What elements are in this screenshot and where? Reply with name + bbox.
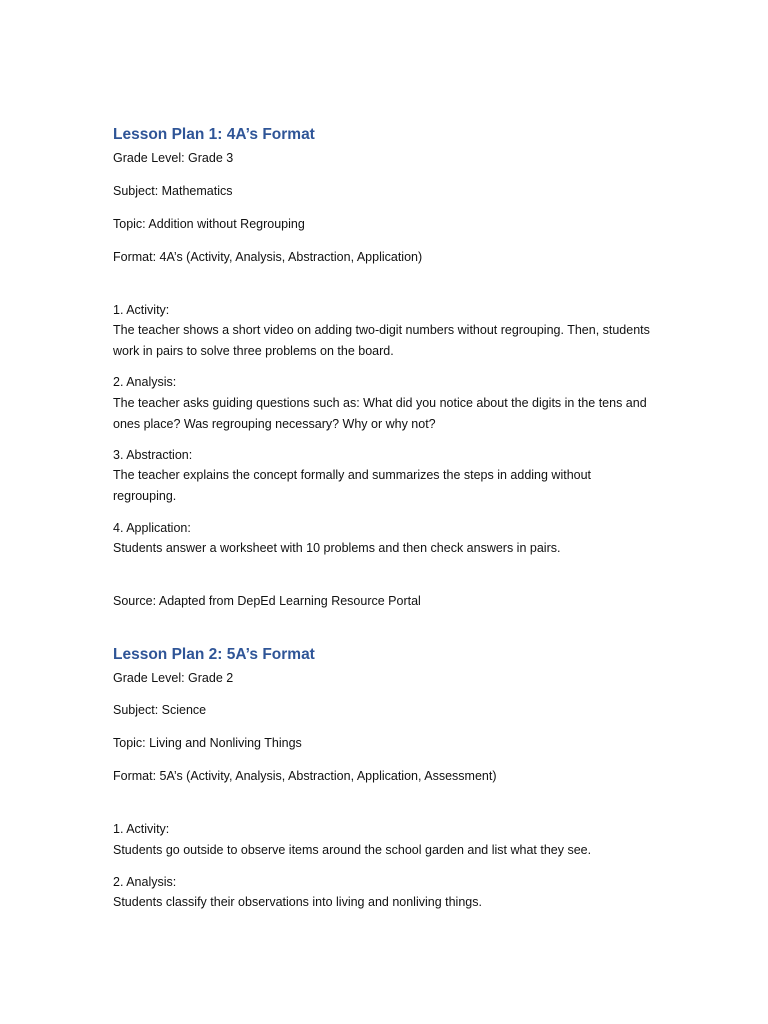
lesson1-grade-level: Grade Level: Grade 3 — [113, 151, 234, 165]
lesson1-step2-text: The teacher asks guiding questions such as: What did you notice about the digits in the tens and ones place? Was regrouping necessary? Why or why not? — [113, 396, 647, 431]
lesson1-title: Lesson Plan 1: 4A’s Format — [113, 126, 315, 143]
lesson2-topic: Topic: Living and Nonliving Things — [113, 736, 302, 750]
lesson1-step4-label: 4. Application: — [113, 521, 191, 535]
lesson2-step1-text: Students go outside to observe items around the school garden and list what they see. — [113, 843, 592, 857]
lesson1-step2-label: 2. Analysis: — [113, 375, 177, 389]
lesson1-step3-label: 3. Abstraction: — [113, 448, 193, 462]
lesson1-step1-label: 1. Activity: — [113, 303, 170, 317]
lesson1-format: Format: 4A’s (Activity, Analysis, Abstraction, Application) — [113, 250, 423, 264]
lesson2-grade-level: Grade Level: Grade 2 — [113, 671, 234, 685]
lesson2-step2-label: 2. Analysis: — [113, 875, 177, 889]
lesson1-step4-text: Students answer a worksheet with 10 problems and then check answers in pairs. — [113, 541, 561, 555]
lesson2-format: Format: 5A’s (Activity, Analysis, Abstraction, Application, Assessment) — [113, 769, 497, 783]
lesson1-step3-text: The teacher explains the concept formally and summarizes the steps in adding without regrouping. — [113, 468, 592, 503]
lesson1-source: Source: Adapted from DepEd Learning Resource Portal — [113, 594, 421, 608]
lesson2-step1-label: 1. Activity: — [113, 822, 170, 836]
lesson2-subject: Subject: Science — [113, 703, 207, 717]
lesson1-subject: Subject: Mathematics — [113, 184, 233, 198]
lesson1-topic: Topic: Addition without Regrouping — [113, 217, 305, 231]
lesson1-step1-text: The teacher shows a short video on adding two-digit numbers without regrouping. Then, students work in pairs to solve three problems on the board. — [113, 323, 650, 358]
lesson2-title: Lesson Plan 2: 5A’s Format — [113, 646, 315, 663]
lesson2-step2-text: Students classify their observations into living and nonliving things. — [113, 895, 482, 909]
